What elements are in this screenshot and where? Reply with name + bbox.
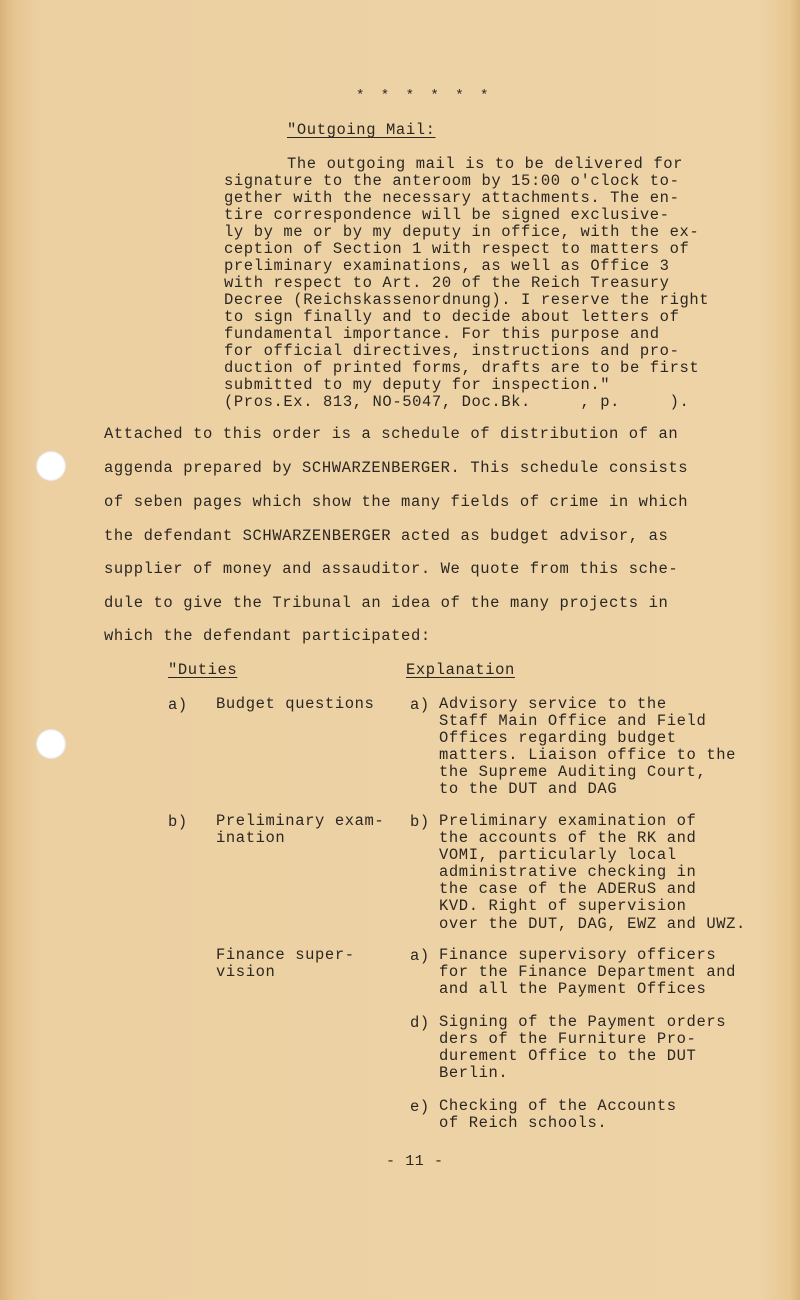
body-line: dule to give the Tribunal an idea of the many projects in: [104, 594, 669, 612]
duty-name: Budget questions: [216, 695, 375, 713]
quote-line: for official directives, instructions and pro-: [224, 342, 680, 360]
quote-line: to sign finally and to decide about letters of: [224, 308, 680, 326]
body-line: aggenda prepared by SCHWARZENBERGER. This schedule consists: [104, 459, 689, 477]
body-line: Attached to this order is a schedule of distribution of an: [104, 425, 679, 443]
explanation-marker: b): [410, 813, 430, 831]
body-line: of seben pages which show the many fields of crime in which: [104, 493, 689, 511]
quote-line: Decree (Reichskassenordnung). I reserve the right: [224, 291, 710, 309]
explanation-marker: e): [410, 1098, 430, 1116]
quote-line: with respect to Art. 20 of the Reich Treasury: [224, 274, 670, 292]
quote-line: tire correspondence will be signed exclusive-: [224, 206, 670, 224]
body-line: which the defendant participated:: [104, 627, 431, 645]
duties-column-header: "Duties: [168, 661, 238, 679]
duty-explanation: Preliminary examination of the accounts of the RK and VOMI, particularly local administrative checking in the case of the ADERuS and KVD. Right of supervision over the DUT, DAG, EWZ and UWZ.: [439, 812, 746, 933]
quote-line: gether with the necessary attachments. The en-: [224, 189, 680, 207]
page-number: - 11 -: [386, 1153, 444, 1170]
duty-name: Preliminary exam- ination: [216, 812, 385, 848]
punch-hole: [36, 451, 66, 481]
separator-stars: * * * * * *: [356, 88, 493, 104]
quote-line: submitted to my deputy for inspection.": [224, 376, 611, 394]
quote-line: The outgoing mail is to be delivered for: [287, 155, 684, 173]
quote-line: signature to the anteroom by 15:00 o'clock to-: [224, 172, 680, 190]
duty-marker: a): [168, 696, 188, 714]
explanation-marker: a): [410, 947, 430, 965]
quote-line: duction of printed forms, drafts are to be first: [224, 359, 700, 377]
section-heading: "Outgoing Mail:: [287, 121, 436, 139]
duty-explanation: Checking of the Accounts of Reich schools.: [439, 1097, 677, 1133]
explanation-marker: a): [410, 696, 430, 714]
duty-explanation: Signing of the Payment orders ders of the Furniture Pro- durement Office to the DUT Berlin.: [439, 1013, 727, 1083]
explanation-column-header: Explanation: [406, 661, 515, 679]
duty-marker: b): [168, 813, 188, 831]
body-line: supplier of money and assauditor. We quote from this sche-: [104, 560, 679, 578]
duty-name: Finance super- vision: [216, 946, 355, 982]
body-line: the defendant SCHWARZENBERGER acted as budget advisor, as: [104, 527, 669, 545]
exhibit-citation: (Pros.Ex. 813, NO-5047, Doc.Bk. , p. ).: [224, 393, 690, 411]
duty-explanation: Advisory service to the Staff Main Office and Field Offices regarding budget matters. Liaison office to the the Supreme Auditing Court, to the DUT and DAG: [439, 695, 737, 799]
quote-line: ception of Section 1 with respect to matters of: [224, 240, 690, 258]
quote-line: ly by me or by my deputy in office, with the ex-: [224, 223, 700, 241]
quote-line: fundamental importance. For this purpose and: [224, 325, 660, 343]
duty-explanation: Finance supervisory officers for the Finance Department and and all the Payment Offices: [439, 946, 737, 999]
quote-line: preliminary examinations, as well as Office 3: [224, 257, 670, 275]
punch-hole: [36, 729, 66, 759]
explanation-marker: d): [410, 1014, 430, 1032]
